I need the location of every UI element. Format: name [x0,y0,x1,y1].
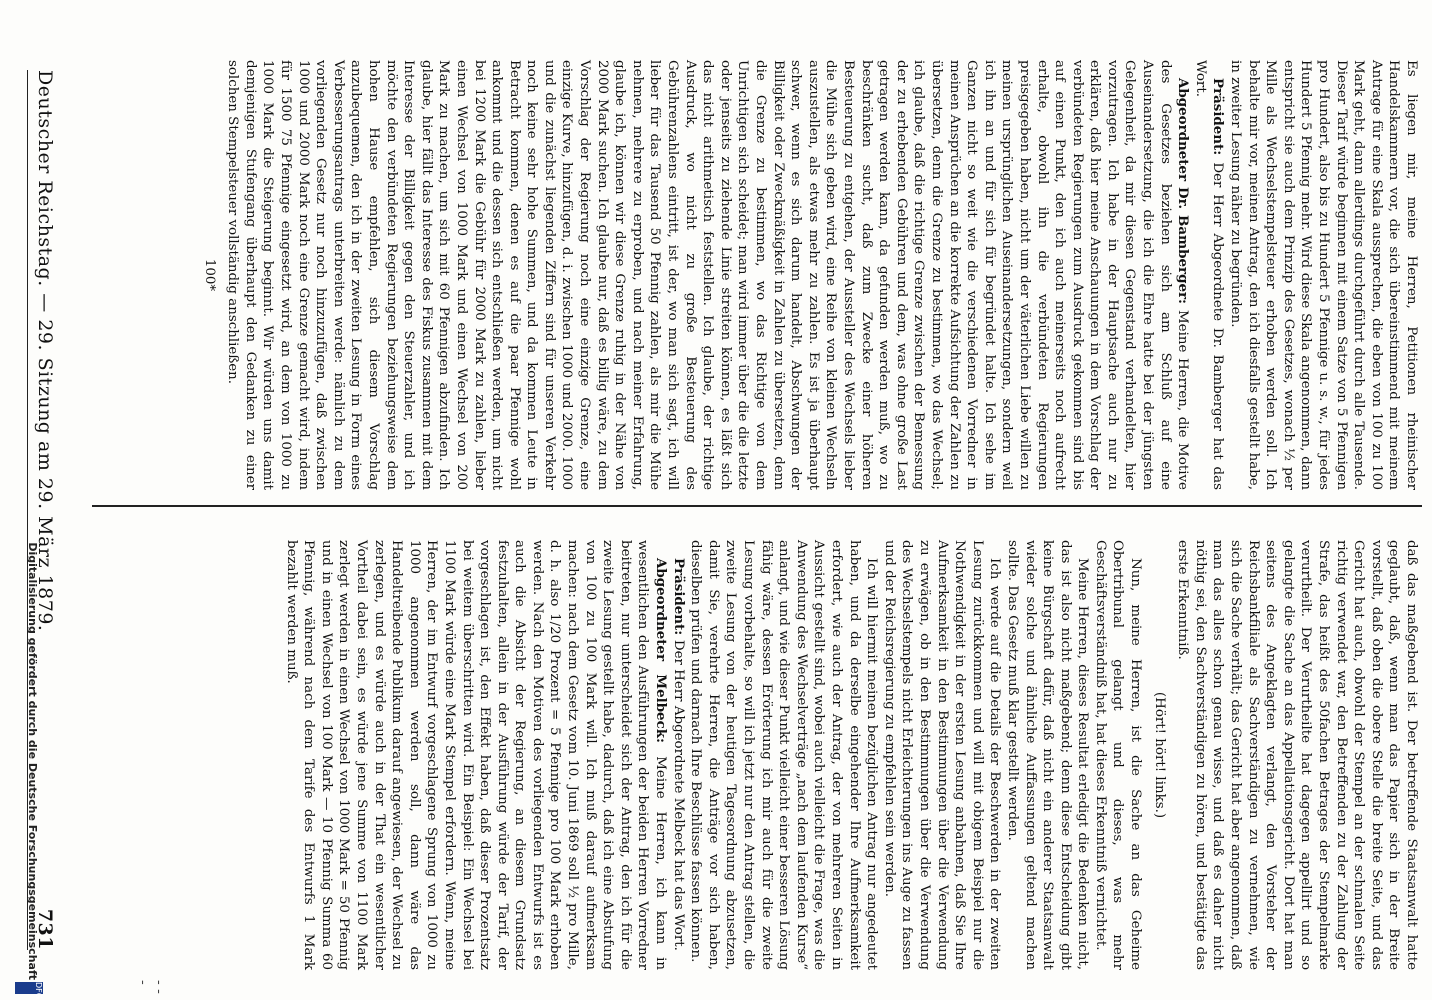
centered-note [200,60,218,490]
column-divider [92,505,1422,507]
paragraph-text: 100* [201,258,217,292]
paragraph-text: Ich werde auf die Details der Beschwerden in der zweiten Lesung zurückkommen und will mit obigem Beispiel nur die Nothwendigkeit in der ersten Lesung anbahnen, daß Sie Ihre Aufmerksamkeit in den Bestimmungen über die Verwendung zu erwägen, ob in den Bestimmungen über die Verwendung des Wechselstempels nicht Erleichterungen ins Auge zu fassen und der Reichsregierung zu empfehlen sein werden. [881,540,1003,970]
paragraph [224,60,1192,490]
margin-marks: - - - [135,980,167,994]
page-number: 731 [34,908,56,950]
speaker-line [1191,60,1226,490]
paragraph [1226,60,1420,490]
digitization-note: Digitalisierung gefördert durch die Deutsche Forschungsgemeinschaft [26,542,39,980]
dfg-logo-icon: DFG [15,982,43,994]
speaker-label: Präsident: [1210,78,1227,163]
paragraph-text: Es liegen mir, meine Herren, Petitionen rheinischer Handelskammern vor, die sich übereinstimmend mit meinem Antrage für eine Skala aussprechen, die eben von 100 zu 100 Mark geht, dann allerdings durchgeführt durch alle Tausende. Dieser Tarif würde beginnen mit einem Satze von 5 Pfennigen pro Hundert, also bis zu Hundert 5 Pfennige u. s. w., für jedes Hundert 5 Pfennig mehr. Wird diese Skala angenommen, dann entspricht sie auch dem Prinzip des Gesetzes, wonach ½ per Mille als Wechselstempelsteuer erhoben werden soll. Ich behalte mir vor, meinen Antrag, den ich diesfalls gestellt habe, in zweiter Lesung näher zu begründen. [1228,60,1419,490]
paragraph-text: Nun, meine Herren, ist die Sache an das Geheime Obertribunal gelangt und dieses, was mehr Geschäftsverständniß hat, hat dieses Erkenntniß vernichtet. [1092,540,1144,970]
paragraph [1174,540,1420,970]
speaker-label: Abgeordneter Dr. Bamberger: [1175,78,1192,310]
speaker-line [669,540,687,970]
paragraph-text: daß das maßgebend ist. Der betreffende Staatsanwalt hatte geglaubt, daß, wenn man das Papier sich in der Breite vorstellt, daß oben die obere Stelle die breite Seite, und das Gericht hat auch, obwohl der Stempel an der schmalen Seite richtig verwendet war, den Betreffenden zu der Zahlung der Strafe, das heißt des 50fachen Betrages der Stempelmarke verurtheilt. Der Verurtheilte hat dagegen appellirt und so gelangte die Sache an das Appellationsgericht. Dort hat man seitens des Angeklagten verlangt, den Vorsteher der Reichsbankfiliale als Sachverständigen zu vernehmen, wie sich die Sache verhält; das Gericht hat aber angenommen, daß man das alles schon genau wisse, und daß es daher nicht nöthig sei, den Sachverständigen zu hören, und bestätigte das erste Erkenntniß. [1175,540,1419,970]
speaker-label: Abgeordneter Melbeck: [653,558,670,757]
speaker-label: Präsident: [670,558,687,640]
paragraph-text: Der Herr Abgeordnete Dr. Bamberger hat das Wort. [1192,60,1226,490]
digitization-footer [11,0,47,1000]
text-column-left [80,540,1420,970]
paragraph-text: Meine Herren, dieses Resultat erledigt die Bedenken nicht, das ist also nicht maßgebend; denn diese Entscheidung gibt keine Bürgschaft dafür, daß nicht ein anderer Staatsanwalt wieder solche und ähnliche Auffassungen geltend machen sollte. Das Gesetz muß klar gestellt werden. [1004,540,1091,970]
centered-note [1150,540,1168,970]
paragraph-text: Meine Herren, ich kann in wesentlichen den Ausführungen der beiden Herren Vorredner beitreten, nur unterscheidet sich der Antrag, den ich für die zweite Lesung gestellt habe, dadurch, daß ich eine Abstufung von 100 zu 100 Mark will. Ich muß darauf aufmerksam machen: nach dem Gesetz vom 10. Juni 1869 soll ½ pro Mille, d. h. also 1/20 Prozent = 5 Pfennige pro 100 Mark erhoben werden. Nach den Motiven des vorliegenden Entwurfs ist es auch die Absicht der Regierung, an diesem Grundsatz festzuhalten, allein in der Ausführung würde der Tarif, der vorgeschlagen ist, den Effekt haben, daß dieser Prozentsatz bei weitem überschritten wird. Ein Beispiel: Ein Wechsel bei 1100 Mark würde eine Mark Stempel erfordern. Wenn, meine Herren, der im Entwurf vorgeschlagene Sprung von 1000 zu 1000 angenommen werden soll, dann wäre das Handeltreibende Publikum darauf angewiesen, der Wechsel zu zerlegen, und es würde auch in der That ein wesentlicher Vortheil dabei sein, es würde jene Summe von 1100 Mark zerlegt werden in einen Wechsel von 1000 Mark = 50 Pfennig und in einen Wechsel von 100 Mark — 10 Pfennig Summa 60 Pfennig, während nach dem Tarife des Entwurfs 1 Mark bezahlt werden muß. [283,540,669,970]
paragraph [1003,540,1091,970]
text-column-right [80,60,1420,490]
paragraph-text: Meine Herren, die Motive des Gesetzes beziehen sich am Schluß auf eine Auseinandersetzung, die ich die Ehre hatte bei der jüngsten Gelegenheit, da mir diesen Gegenstand verhandelten, hier vorzutragen. Ich habe in der Hauptsache auch nur zu erklären, daß hier meine Anschauungen in dem Vorschlag der verbündeten Regierungen zum Ausdruck gekommen sind bis auf einen Punkt, den ich auch meinerseits noch aufrecht erhalte, obwohl ihn die verbündeten Regierungen preisgegeben haben, nicht um der väterlichen Liebe willen zu meinen ursprünglichen Auseinandersetzungen, sondern weil ich ihn an und für sich für begründet halte. Ich sehe im Ganzen nicht so weit wie die verschiedenen Vorredner in meinen Ansprüchen an die korrekte Aufsichtung der Zahlen zu übersetzen, denn die Grenze zu bestimmen, wo das Wechsel; ich glaube, daß die richtige Grenze zwischen der Bemessung der zu erhebenden Gebühren und dem, was ohne große Last getragen werden kann, da gefunden werden muß, wo zu beschränken sucht, daß zum Zwecke einer höheren Besteuerung zu entgehen, der Aussteller des Wechsels lieber die Mühe sich geben wird, eine Reihe von kleinen Wechseln auszustellen, als etwas mehr zu zahlen. Es ist ja überhaupt schwer, wenn es sich darum handelt, Abschwungen der Billigkeit oder Zweckmäßigkeit in Zahlen zu übersetzen, denn die Grenze zu bestimmen, wo das Richtige von dem Unrichtigen sich scheidet; man wird immer über die die letzte oder jenseits zu ziehende Linie streiten können, es läßt sich das nicht arithmetisch feststellen. Ich glaube, der richtige Ausdruck, wo nicht zu große Besteuerung des Gebührenzahlens eintritt, ist der, wo man sich sagt, ich will lieber für das Tausend 50 Pfennig zahlen, als mir die Mühe nehmen, mehrere zu erproben, und nach meiner Erfahrung, glaube ich, können wir diese Grenze ruhig in der Nähe von 2000 Mark suchen. Ich glaube nur, daß es billig wäre, zu dem Vorschlag der Regierung noch eine einzige Grenze, eine einzige Kurve, hinzufügen, d. i. zwischen 1000 und 2000. 1000 und die zunächst liegenden Ziffern sind für unseren Verkehr noch keine sehr hohe Summen, und da kommen Leute in Betracht kommen, denen es auf die paar Pfennige wohl ankommt und die dessen sich entschließen werden, um nicht bei 1200 Mark die Gebühr für 2000 Mark zu zahlen, lieber einen Wechsel von 1000 Mark und einen Wechsel von 200 Mark zu machen, um sich mit 60 Pfennigen abzufinden. Ich glaube, hier fällt das Interesse des Fiskus zusammen mit dem Interesse der Billigkeit gegen den Steuerzahler, und ich möchte den verbündeten Regierungen beziehungsweise dem hohen Hause empfehlen, sich diesem Vorschlag anzubequemen, den ich in der zweiten Lesung in Form eines Verbesserungsantrags unterbreiten werde: nämlich zu dem vorliegenden Gesetz nur noch hinzuzufügen, daß zwischen 1000 und 2000 Mark noch eine Grenze gemacht wird, indem für 1500 75 Pfennige eingesetzt wird, an dem von 1000 zu 1000 Mark die Steigerung beginnt. Wir würden uns damit demjenigen Stufengang überhaupt den Gedanken zu einer solchen Stempelsteuer vollständig anschließen. [225,60,1191,490]
paragraph [880,540,1003,970]
paragraph [1091,540,1144,970]
paragraph-text: (Hört! hört! links.) [1151,691,1167,819]
paragraph-text: Der Herr Abgeordnete Melbeck hat das Wort. [670,639,686,951]
paragraph-text: Ich will hiermit meinen bezüglichen Antrag nur angedeutet haben, und da derselbe eingehender Ihre Aufmerksamkeit erfordert, wie auch der Antrag, der von mehreren Seiten in Aussicht gestellt sind, wobei auch vielleicht die Frage, was die Anwendung des Wechselverträge „nach dem laufenden Kurse“ anlangt, und wie dieser Punkt vielleicht einer besseren Lösung fähig wäre, dessen Erörterung ich mir auch für die zweite Lesung vorbehalte, so will ich jetzt nur den Antrag stellen, die zweite Lesung von der heutigen Tagesordnung abzusetzen, damit Sie, verehrte Herren, die Anträge vor sich haben, dieselben prüfen und darnach Ihre Beschlüsse fassen können. [688,540,880,970]
running-title: Deutscher Reichstag. — 29. Sitzung am 29. März 1879. [34,70,56,632]
paragraph [282,540,669,970]
paragraph [687,540,881,970]
